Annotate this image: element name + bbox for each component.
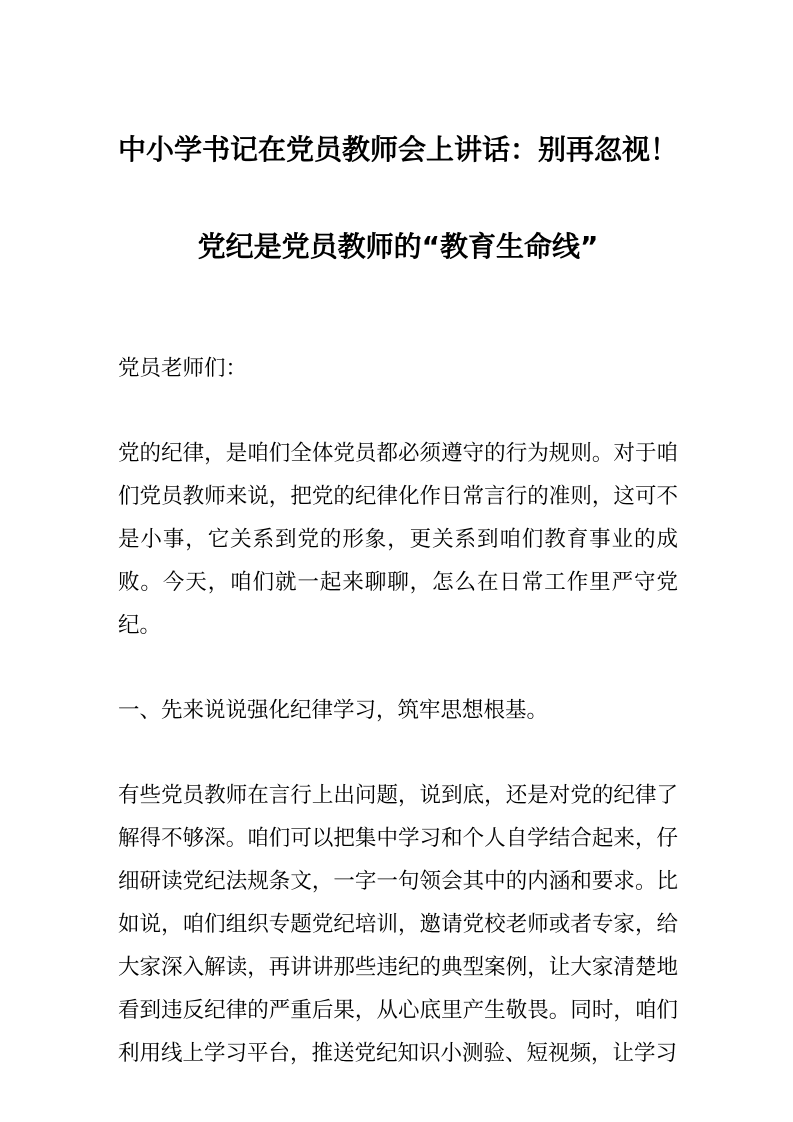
document-title-line-2: 党纪是党员教师的“教育生命线” <box>197 230 599 263</box>
section-1-heading: 一、先来说说强化纪律学习，筑牢思想根基。 <box>118 698 549 723</box>
document-title-line-1: 中小学书记在党员教师会上讲话：别再忽视！ <box>118 133 679 166</box>
salutation-line: 党员老师们： <box>118 356 248 381</box>
document-title <box>118 128 678 268</box>
intro-paragraph: 党的纪律，是咱们全体党员都必须遵守的行为规则。对于咱们党员教师来说，把党的纪律化作日常言行的准则，这可不是小事，它关系到党的形象，更关系到咱们教育事业的成败。今天，咱们就一起来聊聊，怎么在日常工作里严守党纪。 <box>118 441 678 638</box>
section-1-paragraph: 有些党员教师在言行上出问题，说到底，还是对党的纪律了解得不够深。咱们可以把集中学习和个人自学结合起来，仔细研读党纪法规条文，一字一句领会其中的内涵和要求。比如说，咱们组织专题党纪培训，邀请党校老师或者专家，给大家深入解读，再讲讲那些违纪的典型案例，让大家清楚地看到违反纪律的严重后果，从心底里产生敬畏。同时，咱们利用线上学习平台，推送党纪知识小测验、短视频，让学习 <box>118 783 678 1066</box>
